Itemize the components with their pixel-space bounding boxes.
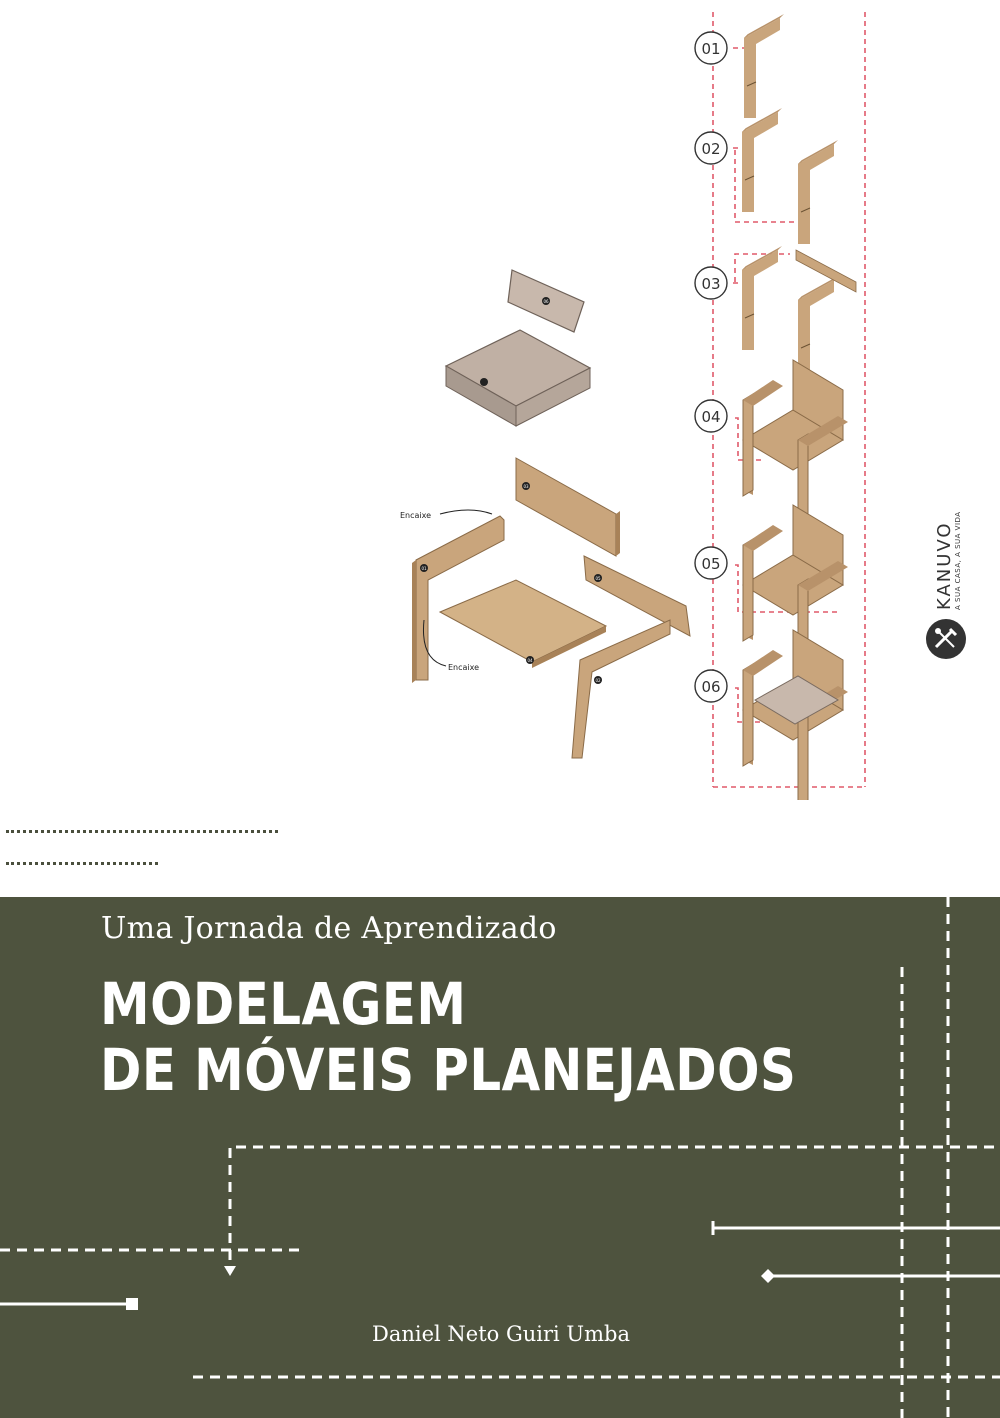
- step-label: 04: [701, 408, 721, 426]
- tools-logo-icon: [924, 617, 968, 661]
- step-label: 03: [701, 275, 721, 293]
- part-marker: 03: [523, 484, 529, 489]
- step-label: 02: [701, 140, 721, 158]
- cover-title-line-1: MODELAGEM: [100, 970, 467, 1038]
- brand-mark: [922, 505, 972, 675]
- chair-assembly-illustration: [380, 0, 880, 800]
- step-label: 01: [701, 40, 721, 58]
- dotted-rule-long: [6, 830, 278, 833]
- cover-title: [100, 970, 797, 1104]
- cover-title-band: [0, 897, 1000, 1418]
- author-name: Daniel Neto Guiri Umba: [372, 1322, 630, 1346]
- part-marker: 01: [421, 566, 427, 571]
- part-marker: 05: [595, 576, 601, 581]
- cover-subtitle: Uma Jornada de Aprendizado: [101, 911, 557, 946]
- brand-tagline: A SUA CASA, A SUA VIDA: [954, 511, 962, 610]
- encaixe-label-bottom: Encaixe: [448, 663, 480, 672]
- dotted-rule-short: [6, 862, 158, 865]
- encaixe-label-top: Encaixe: [400, 511, 432, 520]
- cover-title-line-2: DE MÓVEIS PLANEJADOS: [100, 1036, 797, 1104]
- step-label: 05: [701, 555, 721, 573]
- brand-name: KANUVO: [934, 521, 955, 610]
- part-marker: 06: [543, 299, 549, 304]
- step-label: 06: [701, 678, 721, 696]
- part-marker: 04: [527, 658, 533, 663]
- part-marker: 02: [595, 678, 601, 683]
